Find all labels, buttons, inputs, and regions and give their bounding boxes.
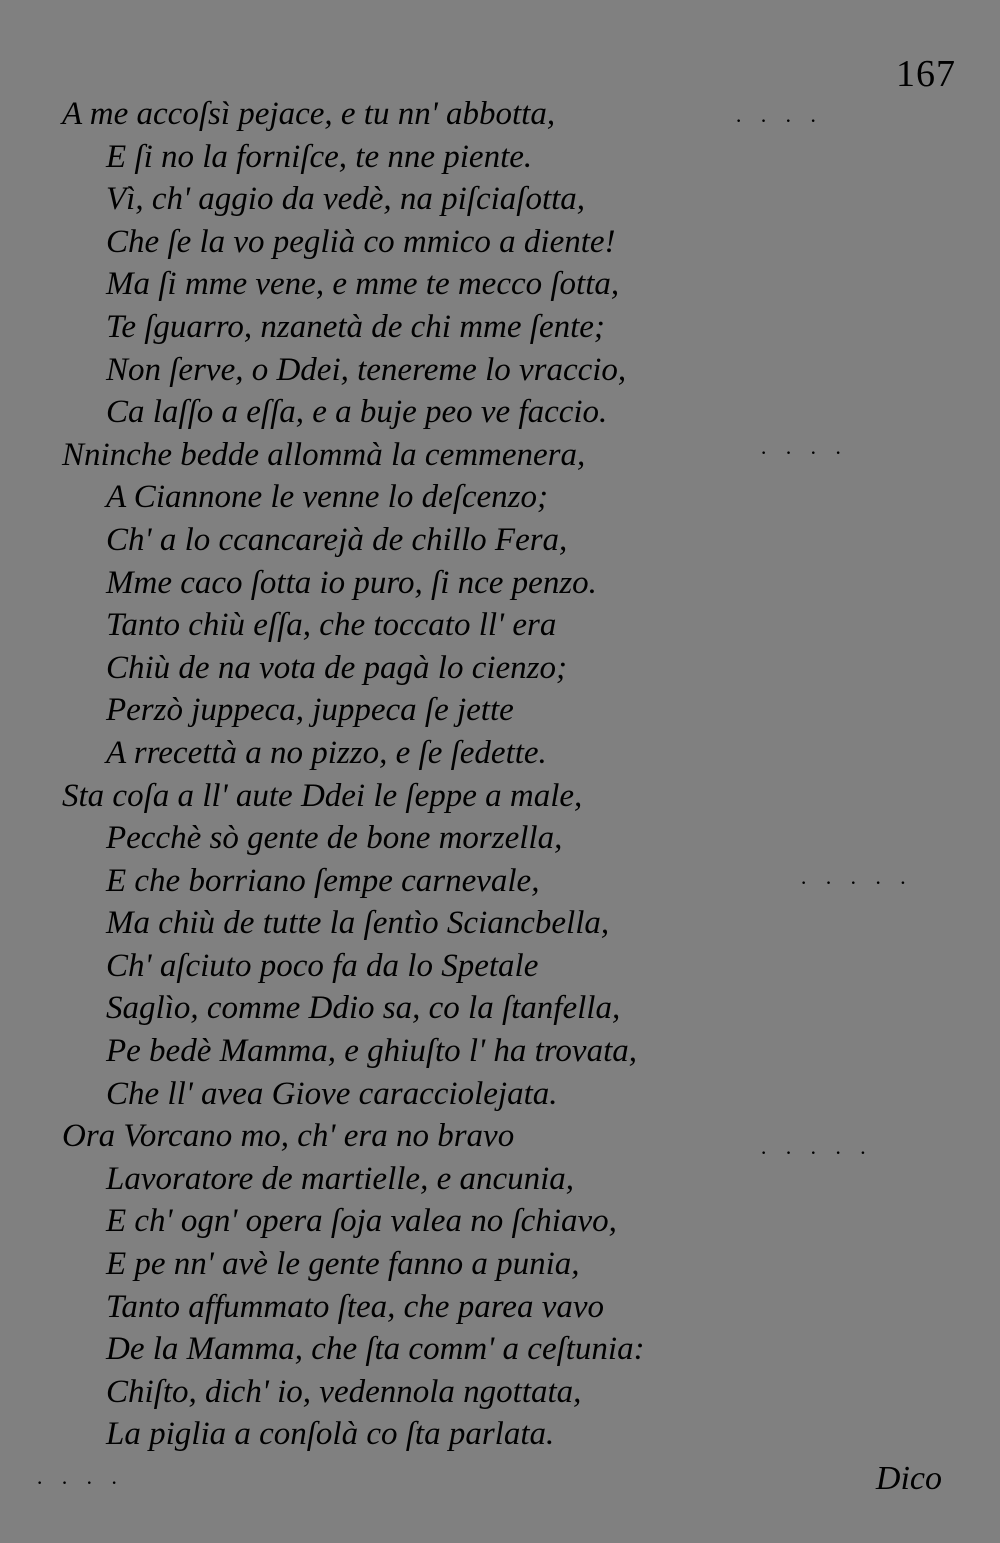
page-number: 167 [896,53,956,95]
catchword: Dico [875,1460,942,1497]
poem-line: Nninche bedde allommà la cemmenera, [62,436,586,473]
poem-line: Ch' a lo ccancarejà de chillo Fera, [106,521,568,558]
poem-line: A Ciannone le venne lo deſcenzo; [106,479,549,516]
poem-line: Che ll' avea Giove caracciolejata. [106,1075,558,1112]
poem-line: E che borriano ſempe carnevale, [106,862,540,899]
poem-line: Ch' aſciuto poco fa da lo Spetale [106,947,539,984]
poem-line: Chiù de na vota de pagà lo cienzo; [106,649,568,686]
poem-line: E ch' ogn' opera ſoja valea no ſchiavo, [106,1203,617,1240]
poem-line: Che ſe la vo peglià co mmico a diente! [106,223,616,260]
poem-line: Ca laſſo a eſſa, e a buje peo ve faccio. [106,394,608,431]
poem-line: Vì, ch' aggio da vedè, na piſciaſotta, [106,181,586,218]
poem-line: Saglìo, comme Ddio sa, co la ſtanfella, [106,990,621,1027]
poem-line: A rrecettà a no pizzo, e ſe ſedette. [106,734,547,771]
poem-line: E ſi no la forniſce, te nne piente. [106,138,533,175]
poem-line: Tanto affummato ſtea, che parea vavo [106,1288,604,1325]
poem-line: Mme caco ſotta io puro, ſi nce penzo. [106,564,597,601]
poem-line: Non ſerve, o Ddei, tenereme lo vraccio, [106,351,627,388]
poem-line: Tanto chiù eſſa, che toccato ll' era [106,607,557,644]
poem-line: Ma ſi mme vene, e mme te mecco ſotta, [106,266,620,303]
print-speckle: · · · · [735,108,823,133]
print-speckle: · · · · [760,440,848,465]
poem-line: Pe bedè Mamma, e ghiuſto l' ha trovata, [106,1033,637,1070]
poem-line: Ora Vorcano mo, ch' era no bravo [62,1118,515,1155]
poem-text [0,93,1000,1456]
poem-line: Perzò juppeca, juppeca ſe jette [106,692,514,729]
poem-line: E pe nn' avè le gente fanno a punia, [106,1246,580,1283]
poem-line: Te ſguarro, nzanetà de chi mme ſente; [106,308,605,345]
poem-line: Ma chiù de tutte la ſentìo Sciancbella, [106,905,610,942]
print-speckle: · · · · · [800,870,913,895]
poem-line: Pecchè sò gente de bone morzella, [106,820,563,857]
poem-line: Lavoratore de martielle, e ancunia, [106,1160,575,1197]
poem-line: La piglia a conſolà co ſta parlata. [106,1416,555,1453]
print-speckle: · · · · · [760,1140,873,1165]
poem-line: Chiſto, dich' io, vedennola ngottata, [106,1373,582,1410]
print-speckle: · · · · [36,1470,124,1495]
poem-line: A me accoſsì pejace, e tu nn' abbotta, [62,96,556,132]
poem-line: De la Mamma, che ſta comm' a ceſtunia: [106,1331,645,1368]
poem-line: Sta coſa a ll' aute Ddei le ſeppe a male, [62,777,583,814]
